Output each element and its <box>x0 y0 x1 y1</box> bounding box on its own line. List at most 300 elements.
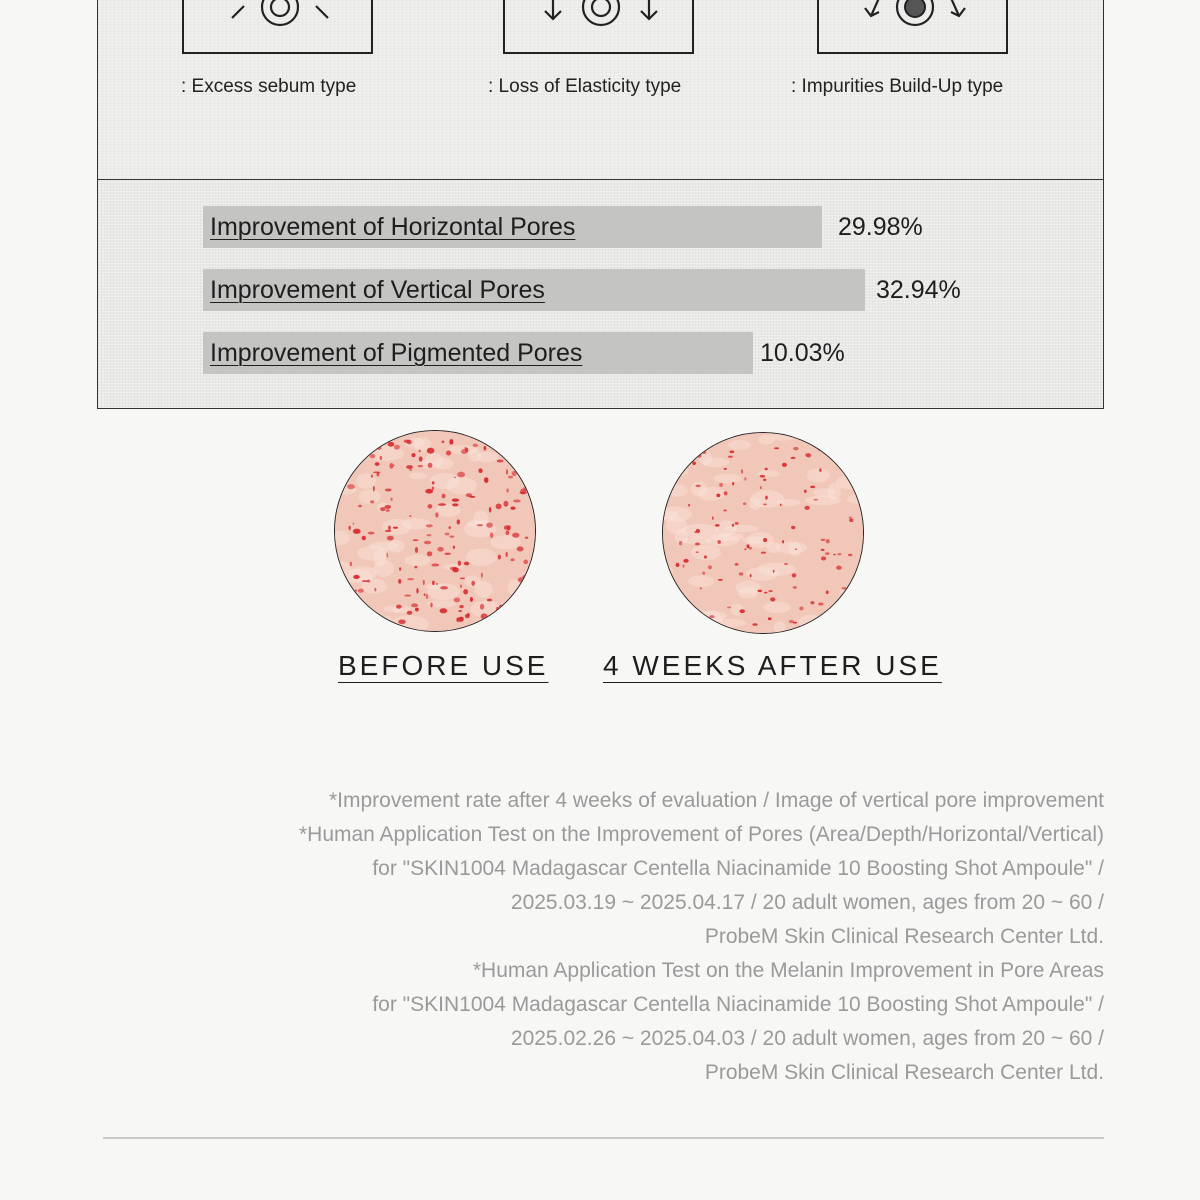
pore-spot <box>833 554 835 556</box>
pore-spot <box>456 618 458 622</box>
pore-spot <box>760 486 762 489</box>
pore-spot <box>466 493 472 497</box>
loss-of-elasticity-box <box>503 0 694 54</box>
skin-texture-mark <box>746 567 779 581</box>
pore-spot <box>484 477 488 483</box>
pore-spot <box>498 555 501 560</box>
skin-texture-mark <box>835 436 853 448</box>
pore-spot <box>686 446 689 448</box>
skin-texture-mark <box>484 431 498 447</box>
pore-spot <box>523 560 528 565</box>
pore-spot <box>773 570 775 573</box>
pore-spot <box>799 606 803 610</box>
skin-texture-mark <box>694 434 713 447</box>
pore-spot <box>387 553 389 558</box>
skin-texture-mark <box>335 615 356 627</box>
pore-spot <box>513 499 521 502</box>
pore-spot <box>478 468 482 473</box>
skin-texture-mark <box>819 433 856 439</box>
impurities-buildup-icon <box>819 0 1010 54</box>
pore-spot <box>376 446 381 450</box>
pore-spot <box>452 498 459 502</box>
skin-texture-mark <box>841 467 855 476</box>
pore-spot <box>820 539 825 541</box>
pore-spot <box>430 603 432 608</box>
pore-spot <box>825 552 830 554</box>
impurities-buildup-label: : Impurities Build-Up type <box>791 76 1004 97</box>
pore-spot <box>715 524 720 527</box>
pore-spot <box>780 504 782 507</box>
pore-spot <box>464 562 469 566</box>
pore-spot <box>481 613 488 619</box>
pore-spot <box>506 618 513 622</box>
pore-spot <box>702 572 705 575</box>
pore-spot <box>697 454 702 457</box>
skin-texture-mark <box>688 575 715 587</box>
skin-texture-mark <box>465 548 497 566</box>
pore-spot <box>418 465 423 467</box>
skin-texture-mark <box>520 445 536 460</box>
pore-spot <box>763 479 766 481</box>
skin-texture-mark <box>430 473 460 489</box>
pore-spot <box>458 610 462 612</box>
pore-spot <box>735 563 739 566</box>
pore-spot <box>358 589 364 593</box>
skin-texture-mark <box>402 518 430 529</box>
pore-spot <box>355 589 357 591</box>
footnote-line: 2025.03.19 ~ 2025.04.17 / 20 adult women, ages from 20 ~ 60 / <box>510 891 1104 914</box>
after-use-caption: 4 WEEKS AFTER USE <box>603 650 942 681</box>
pore-spot <box>841 587 847 589</box>
skin-texture-mark <box>520 619 536 626</box>
pore-spot <box>414 566 417 569</box>
skin-texture-mark <box>508 610 536 624</box>
pore-spot <box>685 442 690 445</box>
pore-spot <box>458 560 461 565</box>
pore-spot <box>435 512 438 517</box>
before-skin-image <box>335 431 536 632</box>
pore-spot <box>427 551 433 556</box>
pore-spot <box>413 539 419 541</box>
skin-texture-mark <box>764 602 791 614</box>
footnote-line: 2025.02.26 ~ 2025.04.03 / 20 adult women, ages from 20 ~ 60 / <box>510 1027 1104 1050</box>
pore-spot <box>465 614 470 618</box>
pore-spot <box>484 446 487 451</box>
pore-spot <box>384 505 391 509</box>
skin-texture-mark <box>666 517 688 534</box>
pore-spot <box>819 468 821 472</box>
pore-spot <box>416 588 418 594</box>
pore-spot <box>732 524 735 527</box>
pore-spot <box>377 472 380 476</box>
pore-spot <box>450 567 457 570</box>
pore-spot <box>814 499 818 501</box>
pore-spot <box>448 526 451 529</box>
pore-spot <box>499 619 505 621</box>
pore-spot <box>388 442 395 447</box>
pore-spot <box>399 567 401 570</box>
skin-texture-mark <box>506 628 527 632</box>
pore-spot <box>757 590 762 592</box>
pore-spot <box>672 465 675 469</box>
pore-spot <box>804 506 809 510</box>
pore-spot <box>349 526 351 530</box>
pore-spot <box>506 469 508 475</box>
pore-spot <box>724 491 728 495</box>
pore-spot <box>764 592 767 594</box>
pore-spot <box>770 597 775 601</box>
pore-spot <box>432 487 434 490</box>
pore-spot <box>520 582 526 587</box>
pore-spot <box>353 523 355 525</box>
before-use-caption: BEFORE USE <box>338 650 549 681</box>
pore-spot <box>517 546 524 551</box>
pore-spot <box>765 468 768 471</box>
pore-spot <box>849 517 852 519</box>
pore-spot <box>427 448 435 454</box>
pore-spot <box>431 563 439 566</box>
pore-spot <box>391 498 393 501</box>
pore-spot <box>370 454 376 458</box>
pore-spot <box>708 444 710 447</box>
pore-spot <box>424 593 426 596</box>
pore-spot <box>349 619 356 625</box>
pore-spot <box>419 450 421 453</box>
pore-spot <box>362 580 368 582</box>
pore-spot <box>398 619 406 624</box>
excess-sebum-label: : Excess sebum type <box>181 76 357 97</box>
excess-sebum-box <box>182 0 373 54</box>
pore-spot <box>717 540 720 544</box>
skin-texture-mark <box>667 484 688 497</box>
pore-spot <box>683 559 688 563</box>
vertical-pores-value: 32.94% <box>876 276 961 304</box>
pore-spot <box>704 555 707 558</box>
pore-spot <box>805 453 810 457</box>
pore-spot <box>445 533 450 536</box>
pore-spot <box>454 477 456 479</box>
pore-spot <box>441 494 445 499</box>
pore-spot <box>821 549 825 551</box>
pore-spot <box>464 447 466 450</box>
pore-spot <box>415 547 418 553</box>
pore-spot <box>461 449 468 454</box>
pore-spot <box>679 460 682 462</box>
skin-texture-mark <box>711 533 744 542</box>
pore-spot <box>441 440 444 443</box>
pore-spot <box>370 500 374 503</box>
pore-spot <box>727 606 731 608</box>
pore-spot <box>826 590 829 594</box>
pore-spot <box>396 605 402 609</box>
pore-spot <box>525 537 528 539</box>
pore-spot <box>385 488 392 491</box>
skin-texture-mark <box>409 472 427 479</box>
pore-spot <box>387 536 394 541</box>
pigmented-pores-value: 10.03% <box>760 339 845 367</box>
pore-spot <box>784 563 788 565</box>
pore-spot <box>388 525 390 530</box>
pore-spot <box>791 526 795 529</box>
pore-spot <box>347 484 355 489</box>
pore-spot <box>716 494 720 498</box>
pore-spot <box>706 617 710 621</box>
pore-spot <box>508 476 513 479</box>
pore-spot <box>804 490 807 493</box>
pore-spot <box>457 472 465 478</box>
skin-texture-mark <box>378 616 393 627</box>
pore-spot <box>818 447 822 450</box>
before-use-photo <box>334 430 536 632</box>
pore-spot <box>839 609 841 611</box>
skin-texture-mark <box>702 458 729 468</box>
pore-spot <box>407 578 414 580</box>
after-use-photo <box>662 432 864 634</box>
pore-spot <box>506 488 508 492</box>
pore-spot <box>450 535 455 537</box>
skin-texture-mark <box>711 619 747 628</box>
pore-spot <box>463 589 468 594</box>
skin-texture-mark <box>508 579 521 595</box>
footnote-line: ProbeM Skin Clinical Research Center Ltd. <box>704 1061 1104 1084</box>
pore-spot <box>386 509 390 512</box>
skin-texture-mark <box>477 451 499 462</box>
pore-spot <box>497 445 502 449</box>
pore-spot <box>481 572 483 578</box>
pore-spot <box>385 530 392 532</box>
pore-spot <box>368 532 375 535</box>
skin-texture-mark <box>433 458 454 470</box>
pore-spot <box>718 579 723 581</box>
skin-texture-mark <box>523 460 536 473</box>
skin-texture-mark <box>373 550 386 567</box>
pore-spot <box>729 450 734 453</box>
pore-spot <box>411 603 418 607</box>
pore-spot <box>750 574 752 577</box>
pore-spot <box>477 524 483 526</box>
pore-spot <box>724 468 727 470</box>
pore-spot <box>719 483 723 487</box>
pore-spot <box>486 522 493 527</box>
pore-spot <box>705 621 708 623</box>
pore-spot <box>782 463 787 467</box>
pore-spot <box>380 456 382 460</box>
skin-texture-mark <box>405 555 430 566</box>
pore-spot <box>444 553 451 555</box>
pore-spot <box>506 530 510 535</box>
pore-spot <box>394 445 400 450</box>
pore-spot <box>793 586 797 588</box>
pore-spot <box>373 486 375 492</box>
test-footnotes <box>299 784 1104 1090</box>
pore-spot <box>523 575 531 580</box>
pore-spot <box>818 603 823 606</box>
skin-texture-mark <box>369 541 398 550</box>
pore-spot <box>795 548 797 550</box>
pore-spot <box>440 586 448 589</box>
pore-spot <box>373 471 381 473</box>
pore-spot <box>415 608 419 612</box>
pore-spot <box>768 617 772 620</box>
pore-spot <box>489 507 491 513</box>
pore-spot <box>358 505 362 508</box>
pore-spot <box>359 605 364 610</box>
pore-spot <box>374 588 376 592</box>
pore-spot <box>723 509 727 511</box>
pore-spot <box>517 619 521 624</box>
pore-spot <box>743 502 746 505</box>
pore-spot <box>849 518 853 522</box>
pore-spot <box>503 501 508 507</box>
pore-spot <box>510 506 515 509</box>
pore-spot <box>810 486 815 489</box>
pore-spot <box>840 442 844 444</box>
pore-spot <box>497 459 504 462</box>
pore-spot <box>821 556 826 560</box>
pore-spot <box>774 447 779 449</box>
pore-spot <box>760 475 766 478</box>
pore-spot <box>460 578 465 580</box>
pore-spot <box>506 552 508 557</box>
pore-spot <box>732 482 734 485</box>
pore-spot <box>793 447 798 450</box>
pore-spot <box>683 564 685 567</box>
pore-spot <box>404 440 410 443</box>
pore-spot <box>427 534 432 536</box>
skin-texture-mark <box>359 489 381 504</box>
pore-spot <box>460 585 462 588</box>
pore-spot <box>679 541 682 545</box>
pore-spot <box>345 463 349 465</box>
pore-spot <box>739 609 744 613</box>
pore-spot <box>481 619 488 625</box>
skin-texture-mark <box>840 605 863 618</box>
skin-texture-mark <box>342 446 373 453</box>
pore-spot <box>454 598 460 603</box>
pore-spot <box>709 615 714 618</box>
pore-spot <box>768 590 772 592</box>
pore-spot <box>518 577 525 582</box>
pore-spot <box>428 463 433 468</box>
pore-spot <box>480 604 484 610</box>
pore-spot <box>398 579 401 584</box>
pore-spot <box>712 516 714 519</box>
pore-spot <box>424 541 431 544</box>
excess-sebum-icon <box>184 0 375 54</box>
pore-spot <box>406 465 413 469</box>
pore-spot <box>763 504 767 506</box>
impurities-buildup-box <box>817 0 1008 54</box>
after-skin-image <box>663 433 864 634</box>
skin-texture-mark <box>698 487 726 501</box>
pore-spot <box>490 532 494 538</box>
pore-spot <box>419 456 423 461</box>
pore-spot <box>459 605 463 608</box>
pore-spot <box>426 524 433 527</box>
pore-spot <box>412 453 416 457</box>
vertical-pores-label: Improvement of Vertical Pores <box>210 276 545 304</box>
pore-spot <box>514 604 521 608</box>
pigmented-pores-bar <box>203 332 753 374</box>
pore-spot <box>744 477 746 480</box>
skin-texture-mark <box>773 621 785 633</box>
skin-texture-mark <box>714 474 742 484</box>
pore-spot <box>676 563 679 567</box>
pore-spot <box>763 538 767 542</box>
pore-spot <box>487 599 492 602</box>
footnote-line: for "SKIN1004 Madagascar Centella Niacinamide 10 Boosting Shot Ampoule" / <box>372 857 1104 880</box>
skin-texture-mark <box>473 511 488 526</box>
pore-spot <box>404 595 411 597</box>
pore-spot <box>496 503 502 509</box>
footnote-line: for "SKIN1004 Madagascar Centella Niacinamide 10 Boosting Shot Ampoule" / <box>372 993 1104 1016</box>
skin-texture-mark <box>728 440 751 450</box>
pore-spot <box>680 446 685 450</box>
pore-spot <box>745 548 747 550</box>
skin-texture-mark <box>470 628 505 632</box>
skin-texture-mark <box>767 542 781 553</box>
pore-spot <box>438 503 446 506</box>
pore-spot <box>362 536 366 541</box>
pore-spot <box>350 562 352 567</box>
pore-spot <box>791 457 796 459</box>
skin-texture-mark <box>520 437 536 445</box>
pore-spot <box>761 552 766 554</box>
pore-spot <box>702 623 707 626</box>
pore-spot <box>687 447 690 449</box>
pore-spot <box>747 544 750 548</box>
pore-spot <box>507 525 511 530</box>
pore-spot <box>728 456 733 458</box>
pore-spot <box>702 451 706 454</box>
pore-spot <box>708 565 712 569</box>
pore-spot <box>696 551 699 553</box>
pore-spot <box>512 533 519 538</box>
pore-spot <box>692 462 696 465</box>
skin-texture-mark <box>672 620 701 633</box>
pore-spot <box>470 597 473 602</box>
pore-spot <box>499 445 503 449</box>
pore-spot <box>810 601 814 604</box>
footnote-line: *Human Application Test on the Melanin Improvement in Pore Areas <box>472 959 1104 982</box>
pore-spot <box>353 529 361 534</box>
pore-spot <box>837 553 841 556</box>
pore-spot <box>471 581 475 586</box>
skin-texture-mark <box>825 615 845 632</box>
skin-texture-mark <box>724 525 759 533</box>
skin-texture-mark <box>335 601 359 611</box>
pore-spot <box>423 580 425 585</box>
skin-texture-mark <box>799 615 823 629</box>
pore-spot <box>473 444 478 447</box>
pore-spot <box>752 623 757 626</box>
pore-spot <box>695 485 700 488</box>
improvement-results-panel <box>97 179 1104 409</box>
skin-texture-mark <box>758 435 775 444</box>
pore-spot <box>523 487 526 491</box>
skin-texture-mark <box>681 620 709 634</box>
pore-spot <box>426 594 428 599</box>
pore-spot <box>836 566 842 570</box>
pore-type-panel <box>97 0 1104 180</box>
pore-spot <box>393 527 398 529</box>
pore-spot <box>375 462 380 466</box>
pore-spot <box>432 481 435 484</box>
pore-spot <box>696 529 700 533</box>
pore-spot <box>496 607 499 611</box>
pore-spot <box>735 522 739 525</box>
pore-spot <box>765 496 767 500</box>
